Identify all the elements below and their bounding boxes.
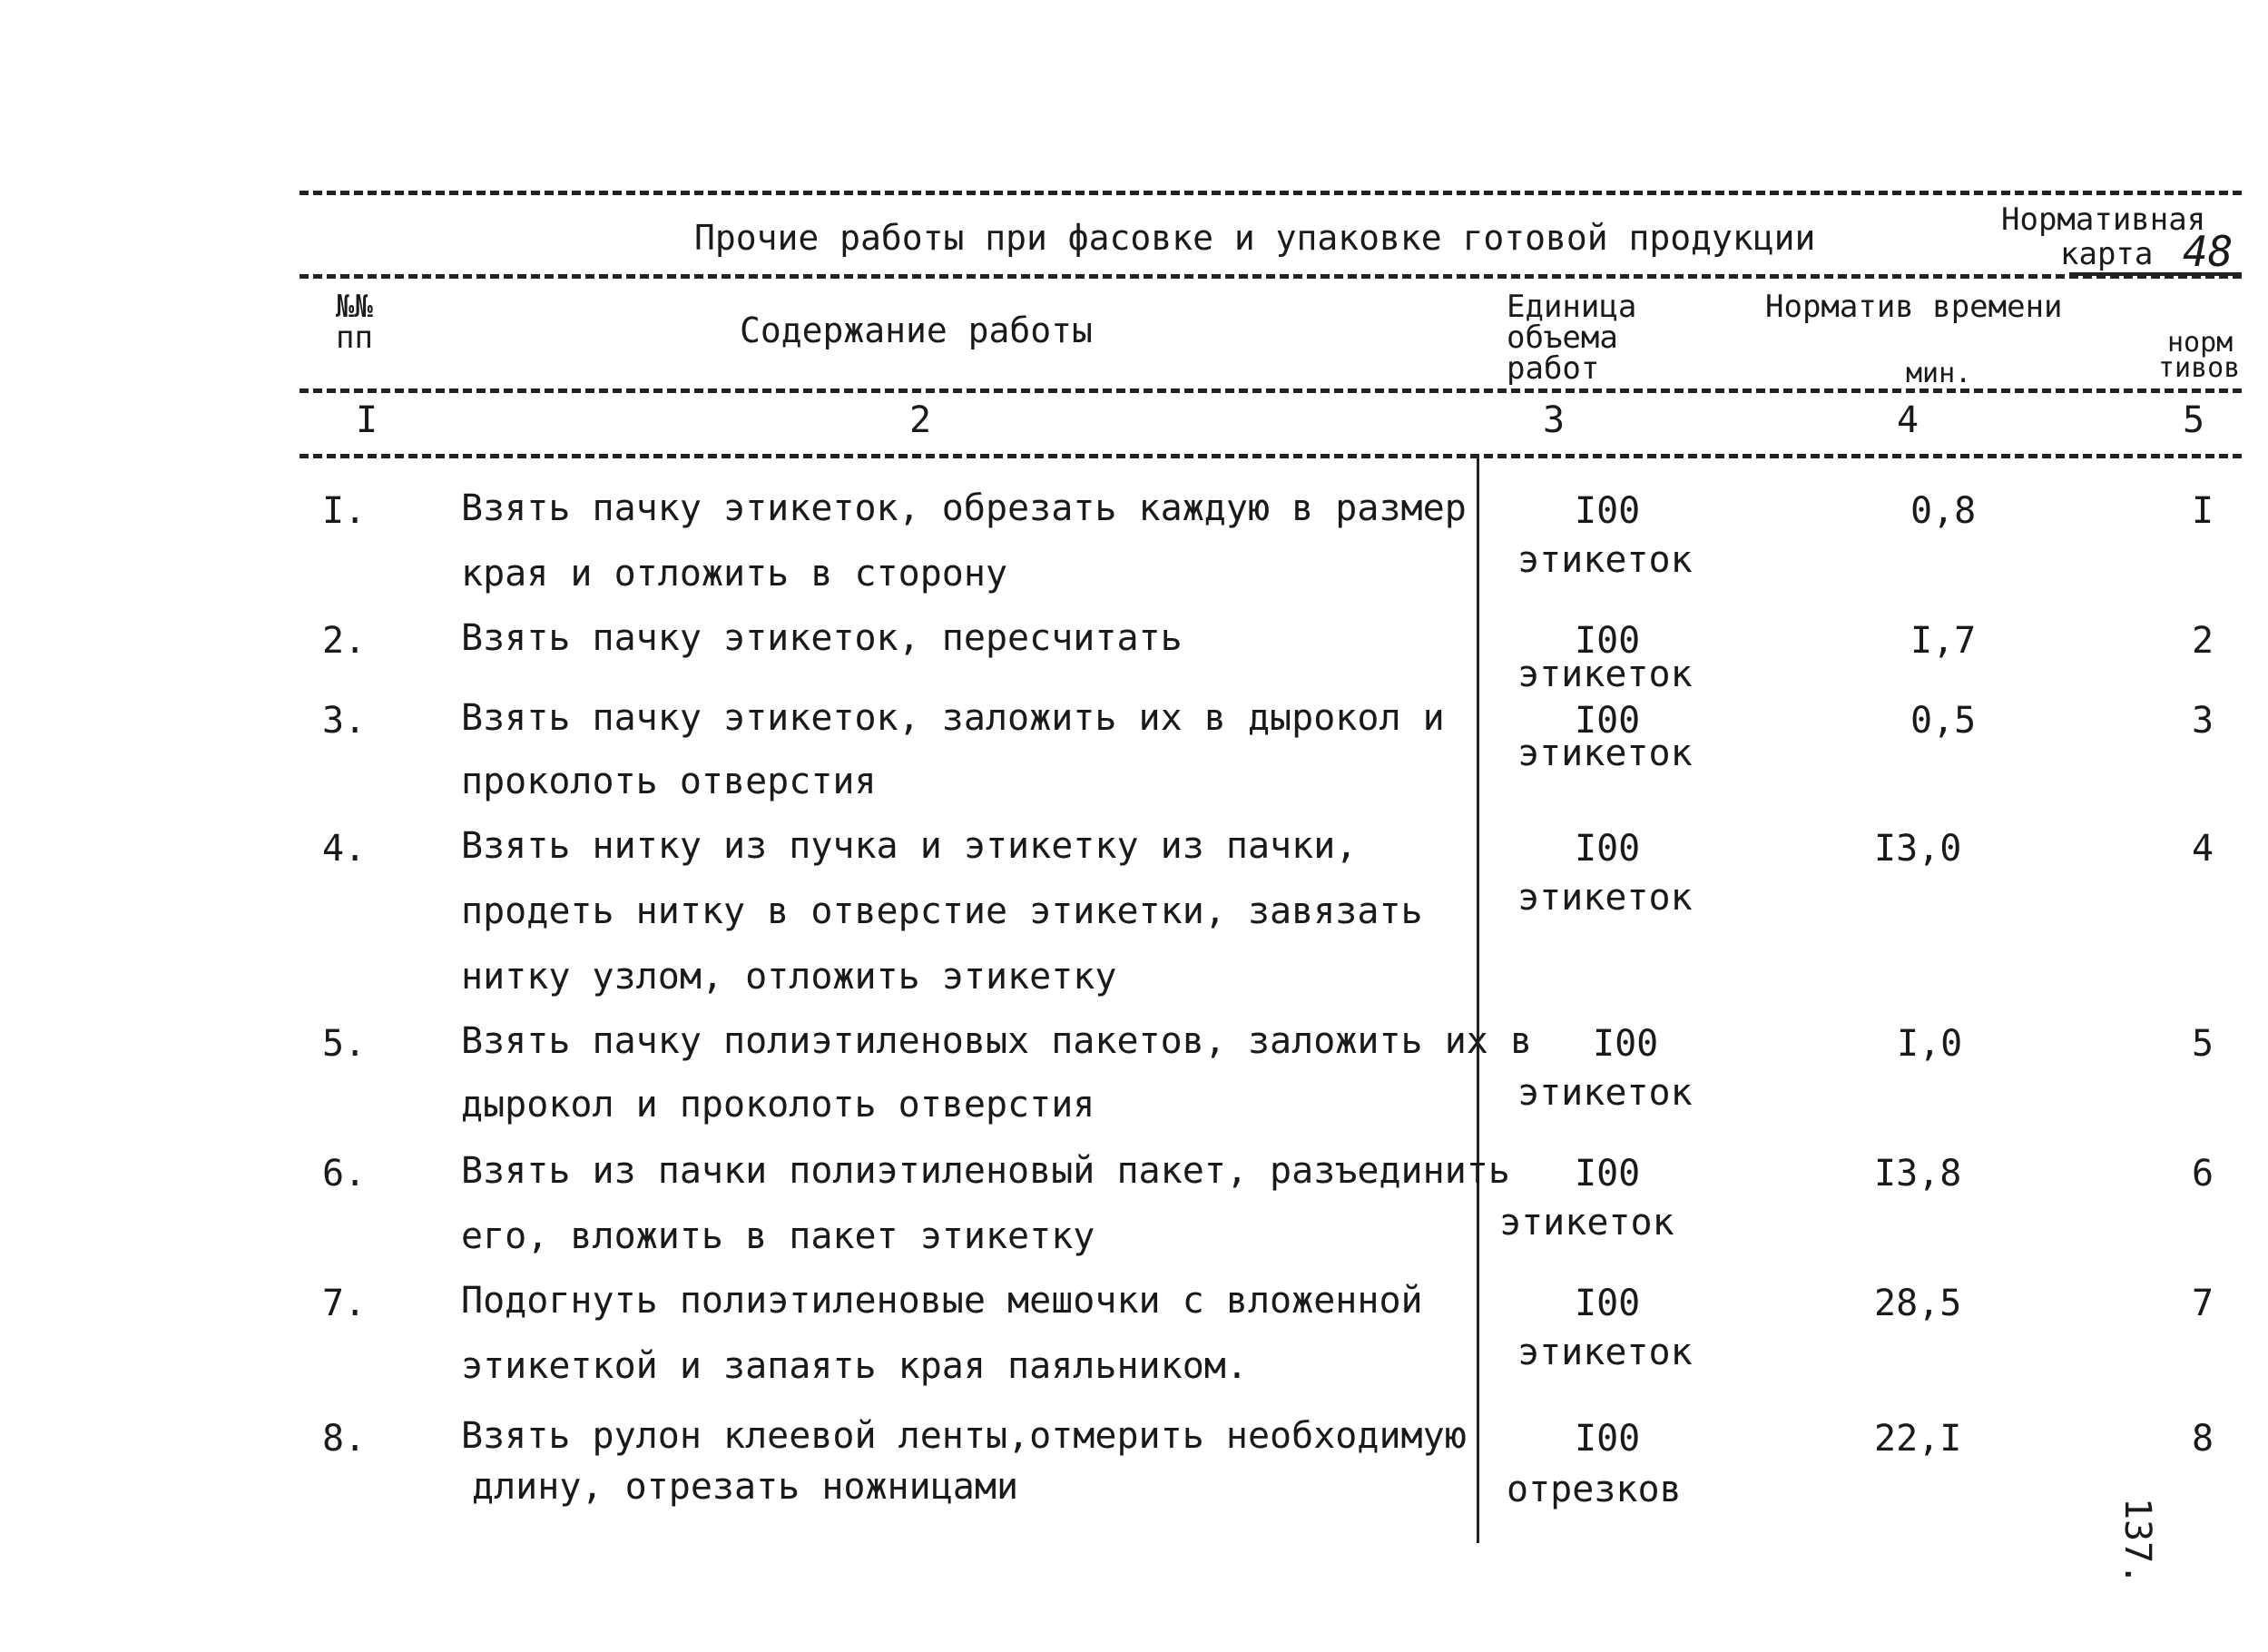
row-6-unit-name: этикеток [1499,1202,1674,1244]
row-1-unit-qty: I00 [1575,490,1641,532]
row-7-number: 7. [322,1283,367,1324]
row-3-norm-no: 3 [2192,700,2214,742]
row-3-unit-name: этикеток [1517,733,1693,774]
row-6-text-line1: Взять из пачки полиэтиленовый пакет, разъединить [461,1150,1510,1192]
col-norm-unit: мин. [1906,358,1972,389]
row-1-unit-name: этикеток [1517,539,1693,581]
index-col-5: 5 [2183,399,2205,441]
row-4-unit-name: этикеток [1517,877,1693,919]
index-col-4: 4 [1897,399,1919,441]
row-3-number: 3. [322,700,367,742]
row-5-time: I,0 [1897,1023,1963,1065]
index-col-2: 2 [909,399,932,441]
row-1-text-line1: Взять пачку этикеток, обрезать каждую в размер [461,487,1467,529]
row-6-unit-qty: I00 [1575,1153,1641,1195]
row-1-norm-no: I [2192,490,2214,532]
row-5-number: 5. [322,1023,367,1065]
row-2-unit-name: этикеток [1517,654,1693,695]
row-5-unit-name: этикеток [1517,1072,1693,1114]
row-8-time: 22,I [1874,1418,1962,1460]
top-rule [299,191,2242,195]
row-6-text-line2: его, вложить в пакет этикетку [461,1215,1095,1257]
col-num-line1: №№ [336,289,373,325]
row-3-text-line1: Взять пачку этикеток, заложить их в дырокол и [461,697,1445,739]
row-7-unit-name: этикеток [1517,1332,1693,1373]
col-unit-line2: объема [1507,320,1618,356]
row-2-time: I,7 [1910,620,1977,662]
row-6-number: 6. [322,1153,367,1195]
row-5-unit-qty: I00 [1593,1023,1659,1065]
col-norm-header: Норматив времени [1765,289,2063,325]
header-rule [299,274,2242,279]
column-divider [1477,458,1479,1543]
row-1-time: 0,8 [1910,490,1977,532]
row-7-unit-qty: I00 [1575,1283,1641,1324]
row-2-unit-qty: I00 [1575,620,1641,662]
row-7-text-line1: Подогнуть полиэтиленовые мешочки с вложенной [461,1280,1423,1322]
document-title: Прочие работы при фасовке и упаковке готовой продукции [694,218,1816,258]
col-last-line2: тивов [2158,352,2241,384]
row-4-number: 4. [322,828,367,870]
row-4-norm-no: 4 [2192,828,2214,870]
col-content-header: Содержание работы [740,310,1093,350]
row-8-number: 8. [322,1418,367,1460]
card-label-line1: Нормативная [2001,202,2206,238]
row-7-text-line2: этикеткой и запаять края паяльником. [461,1345,1248,1387]
row-3-unit-qty: I00 [1575,700,1641,742]
card-label-line2: карта [2060,236,2154,272]
index-rule [299,454,2242,458]
index-col-1: I [356,399,378,441]
row-4-text-line1: Взять нитку из пучка и этикетку из пачки, [461,825,1358,867]
row-5-norm-no: 5 [2192,1023,2214,1065]
page-number: 137. [2116,1498,2158,1586]
col-num-line2: пп [336,320,373,356]
row-8-norm-no: 8 [2192,1418,2214,1460]
row-5-text-line2: дырокол и проколоть отверстия [461,1084,1095,1126]
row-6-time: I3,8 [1874,1153,1962,1195]
row-3-time: 0,5 [1910,700,1977,742]
row-2-text-line1: Взять пачку этикеток, пересчитать [461,617,1183,659]
row-8-unit-name: отрезков [1507,1469,1682,1510]
row-4-unit-qty: I00 [1575,828,1641,870]
index-col-3: 3 [1543,399,1566,441]
col-unit-line3: работ [1507,350,1600,387]
row-6-norm-no: 6 [2192,1153,2214,1195]
row-2-number: 2. [322,620,367,662]
row-1-number: I. [322,490,367,532]
row-2-norm-no: 2 [2192,620,2214,662]
row-8-unit-qty: I00 [1575,1418,1641,1460]
col-last-line1: норм [2167,327,2234,359]
row-5-text-line1: Взять пачку полиэтиленовых пакетов, заложить их в [461,1020,1533,1062]
col-unit-line1: Единица [1507,289,1637,325]
row-3-text-line2: проколоть отверстия [461,761,877,802]
row-4-time: I3,0 [1874,828,1962,870]
row-8-text-line2: длину, отрезать ножницами [472,1466,1019,1508]
card-number: 48 [2183,227,2234,276]
row-7-time: 28,5 [1874,1283,1962,1324]
row-1-text-line2: края и отложить в сторону [461,553,1008,595]
row-8-text-line1: Взять рулон клеевой ленты,отмерить необходимую [461,1415,1467,1457]
row-4-text-line2: продеть нитку в отверстие этикетки, завязать [461,890,1423,932]
row-4-text-line3: нитку узлом, отложить этикетку [461,956,1117,998]
row-7-norm-no: 7 [2192,1283,2214,1324]
